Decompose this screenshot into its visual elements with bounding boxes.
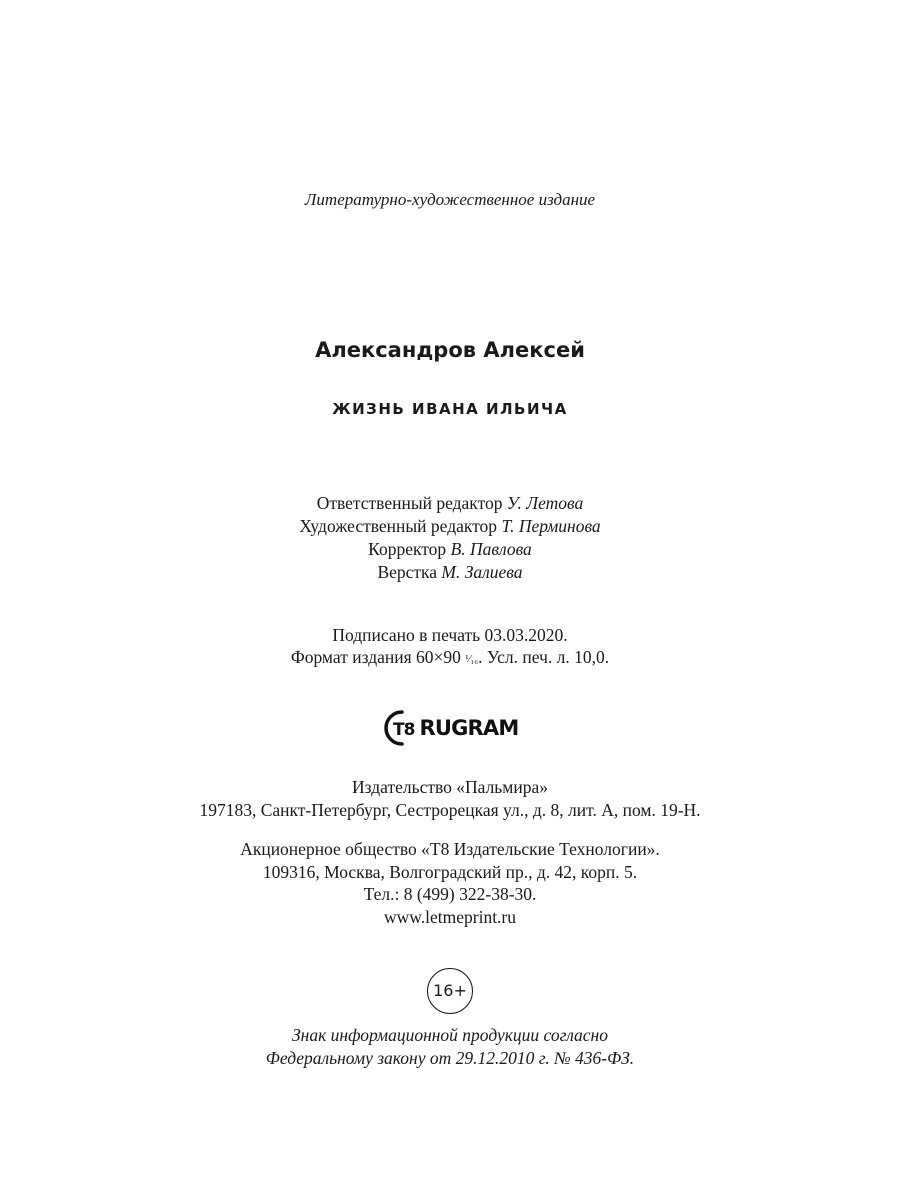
logo-text: RUGRAM (419, 716, 519, 740)
credit-line (0, 515, 900, 538)
rugram-logo (382, 706, 519, 750)
age-rating-badge: 16+ (427, 968, 473, 1014)
credit-name: В. Павлова (450, 539, 532, 559)
credit-role: Верстка (377, 562, 438, 582)
credit-name: Т. Перминова (501, 516, 601, 536)
credits-block (0, 492, 900, 584)
printer-name: Акционерное общество «Т8 Издательские Технологии». (240, 839, 660, 859)
logo-mark: T8 (392, 720, 414, 740)
author-name: Александров Алексей (315, 338, 585, 362)
age-rating-row (0, 968, 900, 1016)
publisher-block (0, 776, 900, 822)
book-title: ЖИЗНЬ ИВАНА ИЛЬИЧА (332, 400, 568, 418)
edition-format (0, 646, 900, 670)
publisher-name: Издательство «Пальмира» (352, 777, 548, 797)
format-fraction: ¹⁄₁₆ (465, 653, 479, 665)
notice-line: Знак информационной продукции согласно (291, 1025, 608, 1045)
publisher-address: 197183, Санкт-Петербург, Сестрорецкая ул., д. 8, лит. А, пом. 19-Н. (199, 800, 701, 820)
format-prefix: Формат издания 60×90 (290, 647, 461, 667)
credit-line (0, 538, 900, 561)
credit-role: Ответственный редактор (316, 493, 503, 513)
print-info (0, 624, 900, 670)
credit-role: Корректор (368, 539, 447, 559)
printer-website: www.letmeprint.ru (383, 906, 517, 927)
publisher-logo-row (0, 706, 900, 750)
signed-to-print: Подписано в печать 03.03.2020. (332, 625, 568, 645)
printer-address: 109316, Москва, Волгоградский пр., д. 42, корп. 5. (262, 861, 638, 882)
notice-line: Федеральному закону от 29.12.2010 г. № 436-ФЗ. (265, 1048, 635, 1068)
credit-line (0, 561, 900, 584)
format-suffix: . Усл. печ. л. 10,0. (478, 647, 610, 667)
credit-name: У. Летова (506, 493, 584, 513)
rugram-logo-arc-icon (382, 708, 422, 748)
credit-line (0, 492, 900, 515)
printer-phone: Тел.: 8 (499) 322-38-30. (363, 884, 537, 904)
printer-block (0, 838, 900, 928)
credit-name: М. Залиева (441, 562, 523, 582)
credit-role: Художественный редактор (299, 516, 498, 536)
genre-label: Литературно-художественное издание (304, 190, 596, 209)
legal-notice (0, 1024, 900, 1070)
